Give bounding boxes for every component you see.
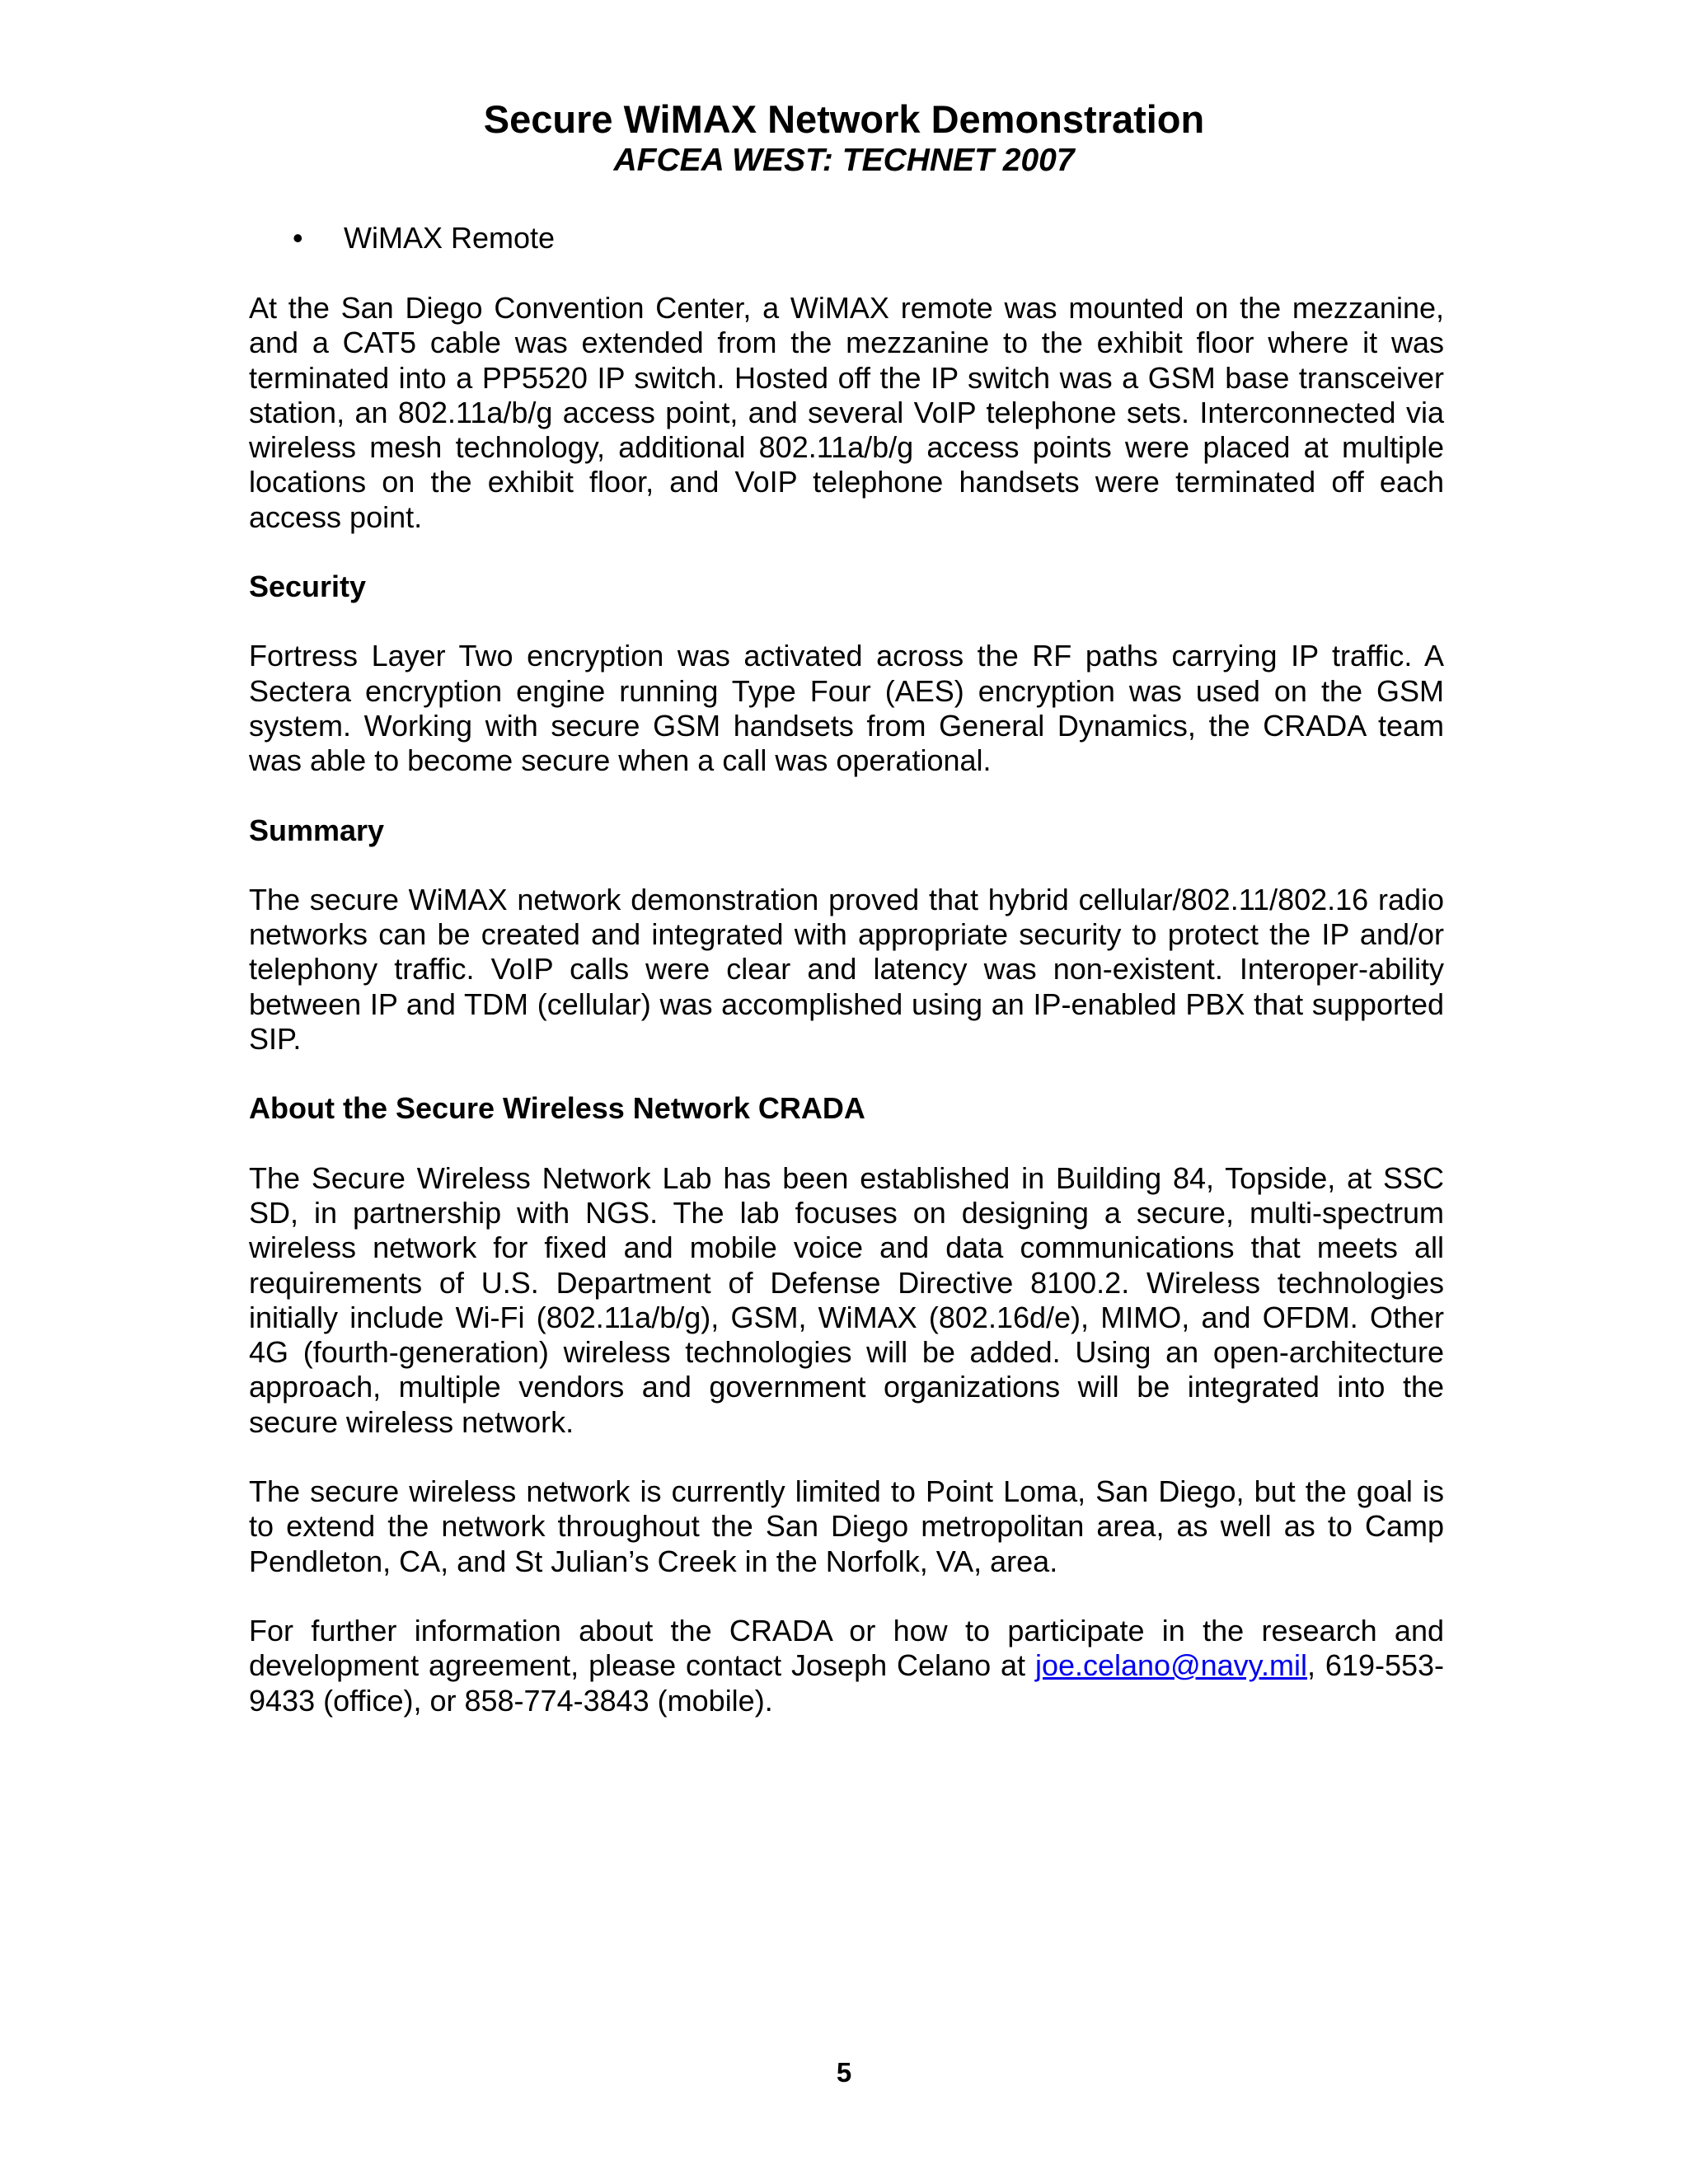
paragraph-wimax-remote: At the San Diego Convention Center, a WiMAX remote was mounted on the mezzanine, and a CAT5 cable was extended from the mezzanine to the exhibit floor where it was terminated into a PP5520 IP switch. Hosted off the IP switch was a GSM base transceiver station, an 802.11a/b/g access point, and several VoIP telephone sets. Interconnected via wireless mesh technology, additional 802.11a/b/g access points were placed at multiple locations on the exhibit floor, and VoIP telephone handsets were terminated off each access point. [249, 291, 1444, 534]
heading-summary: Summary [249, 813, 385, 847]
bullet-text: WiMAX Remote [344, 221, 556, 255]
heading-about-crada: About the Secure Wireless Network CRADA [249, 1091, 865, 1126]
paragraph-network-scope: The secure wireless network is currently limited to Point Loma, San Diego, but the goal is to extend the network throughout the San Diego metropolitan area, as well as to Camp Pendleton, CA, and St Julian’s Creek in the Norfolk, VA, area. [249, 1474, 1444, 1578]
paragraph-about-lab: The Secure Wireless Network Lab has been established in Building 84, Topside, at SSC SD, in partnership with NGS. The lab focuses on designing a secure, multi-spectrum wireless network for fixed and mobile voice and data communications that meets all requirements of U.S. Department of Defense Directive 8100.2. Wireless technologies initially include Wi-Fi (802.11a/b/g), GSM, WiMAX (802.16d/e), MIMO, and OFDM. Other 4G (fourth-generation) wireless technologies will be added. Using an open-architecture approach, multiple vendors and government organizations will be integrated into the secure wireless network. [249, 1160, 1444, 1439]
paragraph-contact [249, 1614, 1444, 1718]
paragraph-security: Fortress Layer Two encryption was activated across the RF paths carrying IP traffic. A Sectera encryption engine running Type Four (AES) encryption was used on the GSM system. Working with secure GSM handsets from General Dynamics, the CRADA team was able to become secure when a call was operational. [249, 639, 1444, 778]
document-body [249, 291, 1444, 1753]
document-subtitle: AFCEA WEST: TECHNET 2007 [613, 143, 1075, 178]
heading-security: Security [249, 569, 367, 604]
contact-text-before: For further information about the CRADA or how to participate in the research and development agreement, please contact Joseph Celano at [249, 1613, 1444, 1683]
contact-email-link[interactable]: joe.celano@navy.mil [1034, 1648, 1307, 1683]
document-title: Secure WiMAX Network Demonstration [483, 97, 1205, 141]
page-number: 5 [836, 2057, 852, 2088]
bullet-icon: • [293, 221, 303, 255]
paragraph-summary: The secure WiMAX network demonstration proved that hybrid cellular/802.11/802.16 radio networks can be created and integrated with appropriate security to protect the IP and/or telephony traffic. VoIP calls were clear and latency was non-existent. Interoper-ability between IP and TDM (cellular) was accomplished using an IP-enabled PBX that supported SIP. [249, 882, 1444, 1057]
bullet-item [293, 218, 555, 259]
contact-text-after: , 619-553-9433 (office), or 858-774-3843 (mobile). [249, 1648, 1444, 1718]
